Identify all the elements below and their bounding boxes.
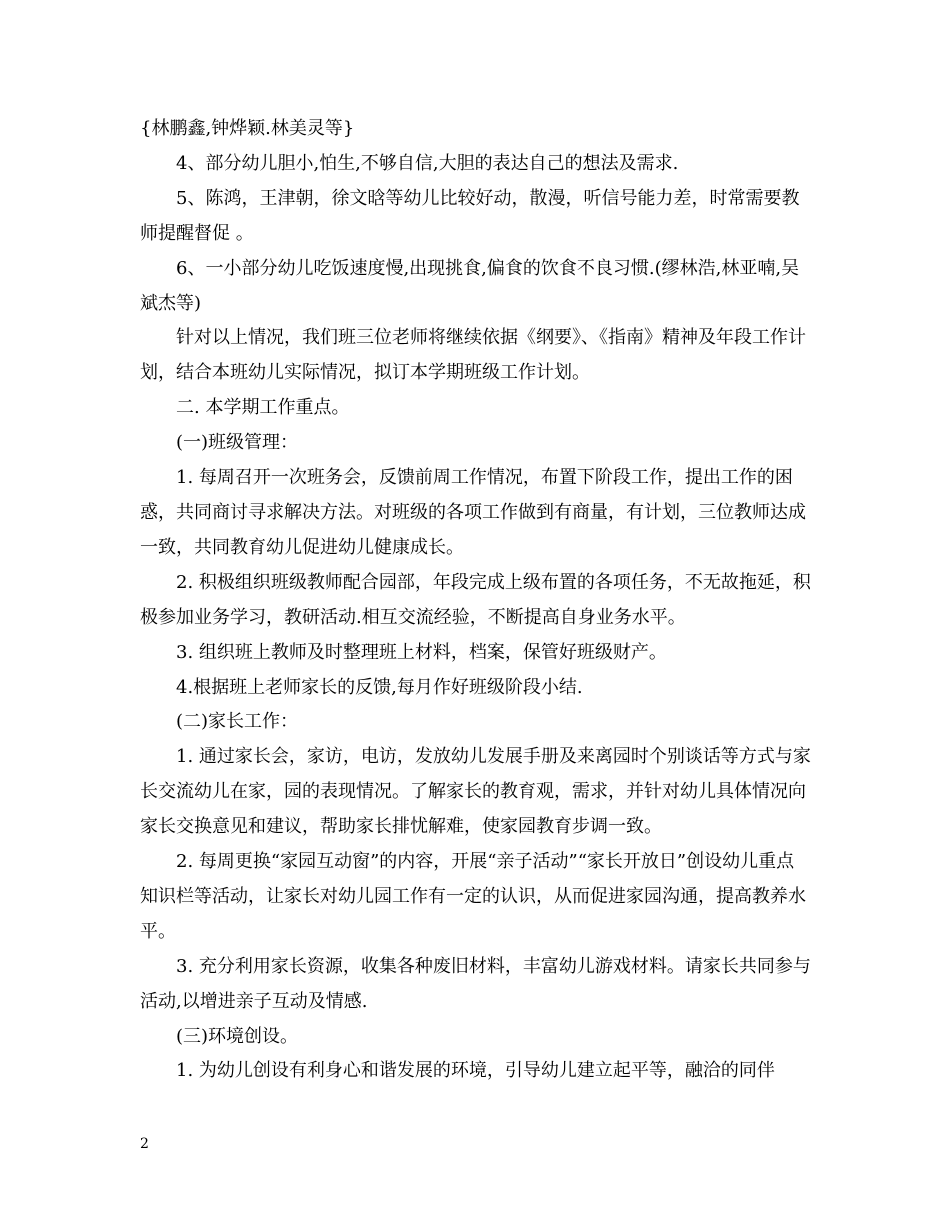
- document-body: [140, 112, 812, 1089]
- paragraph: 针对以上情况，我们班三位老师将继续依据《纲要》、《指南》精神及年段工作计划，结合本班幼儿实际情况，拟订本学期班级工作计划。: [140, 327, 806, 384]
- paragraph: 2. 每周更换“家园互动窗”的内容，开展“亲子活动”“家长开放日”创设幼儿重点知识栏等活动，让家长对幼儿园工作有一定的认识，从而促进家园沟通，提高教养水平。: [140, 851, 806, 942]
- paragraph: 3. 组织班上教师及时整理班上材料，档案，保管好班级财产。: [176, 641, 667, 663]
- paragraph: (三)环境创设。: [176, 1025, 299, 1047]
- paragraph: 6、一小部分幼儿吃饭速度慢,出现挑食,偏食的饮食不良习惯.(缪林浩,林亚喃,吴斌杰等): [140, 257, 800, 314]
- paragraph: 二. 本学期工作重点。: [176, 397, 350, 419]
- paragraph: 4.根据班上老师家长的反馈,每月作好班级阶段小结.: [176, 676, 583, 698]
- paragraph: 4、部分幼儿胆小,怕生,不够自信,大胆的表达自己的想法及需求.: [176, 152, 679, 174]
- paragraph: {林鹏鑫,钟烨颖.林美灵等}: [140, 118, 355, 139]
- paragraph: (二)家长工作：: [176, 711, 299, 733]
- paragraph: 2. 积极组织班级教师配合园部，年段完成上级布置的各项任务，不无故拖延，积极参加业务学习，教研活动.相互交流经验，不断提高自身业务水平。: [140, 571, 811, 628]
- paragraph: 1. 为幼儿创设有利身心和谐发展的环境，引导幼儿建立起平等，融洽的同伴: [176, 1060, 775, 1082]
- paragraph: 1. 通过家长会，家访，电访，发放幼儿发展手册及来离园时个别谈话等方式与家长交流幼儿在家，园的表现情况。了解家长的教育观，需求，并针对幼儿具体情况向家长交换意见和建议，帮助家长排忧解难，使家园教育步调一致。: [140, 746, 811, 838]
- paragraph: 1. 每周召开一次班务会，反馈前周工作情况，布置下阶段工作，提出工作的困惑，共同商讨寻求解决方法。对班级的各项工作做到有商量，有计划，三位教师达成一致，共同教育幼儿促进幼儿健康成长。: [140, 467, 806, 558]
- paragraph: 3. 充分利用家长资源，收集各种废旧材料，丰富幼儿游戏材料。请家长共同参与活动,以增进亲子互动及情感.: [140, 955, 811, 1012]
- paragraph: 5、陈鸿，王津朝，徐文晗等幼儿比较好动，散漫，听信号能力差，时常需要教师提醒督促 。: [140, 187, 800, 244]
- paragraph: (一)班级管理：: [176, 432, 299, 454]
- page-number: 2: [140, 1136, 149, 1152]
